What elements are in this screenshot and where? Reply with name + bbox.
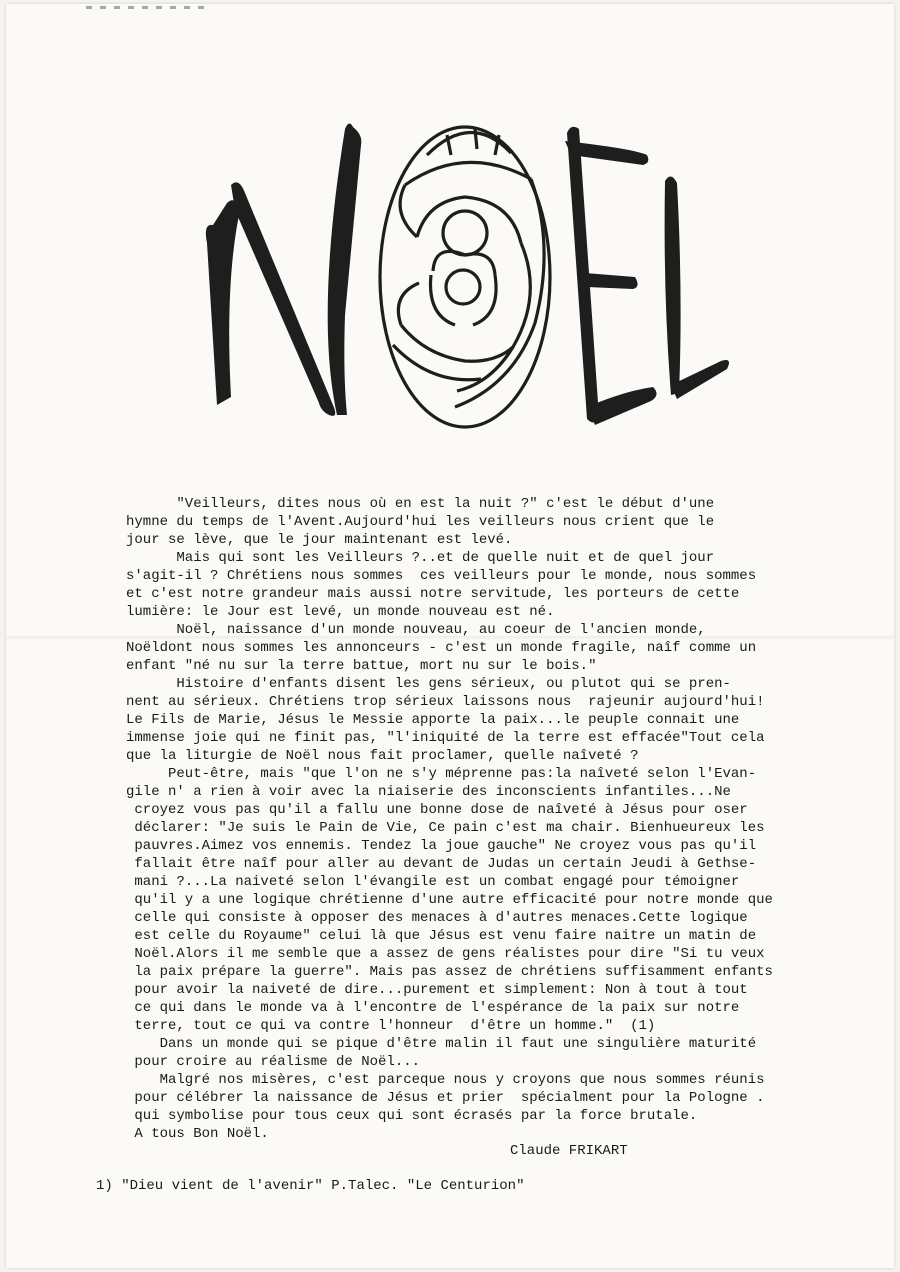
body-line: hymne du temps de l'Avent.Aujourd'hui les veilleurs nous crient que le: [126, 514, 715, 530]
body-line: Mais qui sont les Veilleurs ?..et de quelle nuit et de quel jour: [126, 550, 715, 566]
body-line: mani ?...La naiveté selon l'évangile est un combat engagé pour témoigner: [126, 874, 740, 890]
body-line: celle qui consiste à opposer des menaces à d'autres menaces.Cette logique: [126, 910, 748, 926]
body-line: Noëldont nous sommes les annonceurs - c'est un monde fragile, naîf comme un: [126, 640, 757, 656]
letter-n: [206, 123, 361, 415]
body-line: Dans un monde qui se pique d'être malin il faut une singulière maturité: [126, 1036, 757, 1052]
body-line: Noël.Alors il me semble que a assez de gens réalistes pour dire "Si tu veux: [126, 946, 765, 962]
body-line: qu'il y a une logique chrétienne d'une autre efficacité pour notre monde que: [126, 892, 773, 908]
body-line: lumière: le Jour est levé, un monde nouveau est né.: [126, 604, 555, 620]
body-line: est celle du Royaume" celui là que Jésus est venu faire naitre un matin de: [126, 928, 757, 944]
body-line: qui symbolise pour tous ceux qui sont écrasés par la force brutale.: [126, 1108, 698, 1124]
body-line: enfant "né nu sur la terre battue, mort nu sur le bois.": [126, 658, 597, 674]
letter-e: [565, 127, 657, 425]
body-line: pour célébrer la naissance de Jésus et prier spécialment pour la Pologne .: [126, 1090, 765, 1106]
author-signature: Claude FRIKART: [510, 1143, 628, 1159]
body-line: ce qui dans le monde va à l'encontre de l'espérance de la paix sur notre: [126, 1000, 740, 1016]
body-line: "Veilleurs, dites nous où en est la nuit ?" c'est le début d'une: [126, 496, 715, 512]
body-line: pour croire au réalisme de Noël...: [126, 1054, 421, 1070]
noel-logo: [195, 115, 740, 435]
body-line: Histoire d'enfants disent les gens sérieux, ou plutot qui se pren-: [126, 676, 731, 692]
letter-o-madonna: [380, 127, 550, 427]
body-line: et c'est notre grandeur mais aussi notre servitude, les porteurs de cette: [126, 586, 740, 602]
body-line: immense joie qui ne finit pas, "l'iniquité de la terre est effacée"Tout cela: [126, 730, 765, 746]
body-line: déclarer: "Je suis le Pain de Vie, Ce pain c'est ma chair. Bienhueureux les: [126, 820, 765, 836]
body-line: Le Fils de Marie, Jésus le Messie apporte la paix...le peuple connait une: [126, 712, 740, 728]
body-line: Noël, naissance d'un monde nouveau, au coeur de l'ancien monde,: [126, 622, 706, 638]
body-line: pour avoir la naiveté de dire...purement et simplement: Non à tout à tout: [126, 982, 748, 998]
body-line: nent au sérieux. Chrétiens trop sérieux laissons nous rajeunir aujourd'hui!: [126, 694, 765, 710]
body-line: la paix prépare la guerre". Mais pas assez de chrétiens suffisamment enfants: [126, 964, 773, 980]
body-line: s'agit-il ? Chrétiens nous sommes ces veilleurs pour le monde, nous sommes: [126, 568, 757, 584]
body-line: gile n' a rien à voir avec la niaiserie des inconscients infantiles...Ne: [126, 784, 731, 800]
top-mark: [86, 6, 206, 9]
body-line: Peut-être, mais "que l'on ne s'y méprenne pas:la naîveté selon l'Evan-: [126, 766, 757, 782]
body-line: jour se lève, que le jour maintenant est levé.: [126, 532, 513, 548]
body-line: Malgré nos misères, c'est parceque nous y croyons que nous sommes réunis: [126, 1072, 765, 1088]
body-line: croyez vous pas qu'il a fallu une bonne dose de naîveté à Jésus pour oser: [126, 802, 748, 818]
letter-l: [665, 176, 729, 399]
article-body: [126, 495, 826, 1143]
body-line: A tous Bon Noël.: [126, 1126, 269, 1142]
body-line: que la liturgie de Noël nous fait proclamer, quelle naîveté ?: [126, 748, 639, 764]
footnote: 1) "Dieu vient de l'avenir" P.Talec. "Le Centurion": [96, 1178, 525, 1194]
body-line: terre, tout ce qui va contre l'honneur d'être un homme." (1): [126, 1018, 656, 1034]
body-line: fallait être naîf pour aller au devant de Judas un certain Jeudi à Gethse-: [126, 856, 757, 872]
body-line: pauvres.Aimez vos ennemis. Tendez la joue gauche" Ne croyez vous pas qu'il: [126, 838, 757, 854]
